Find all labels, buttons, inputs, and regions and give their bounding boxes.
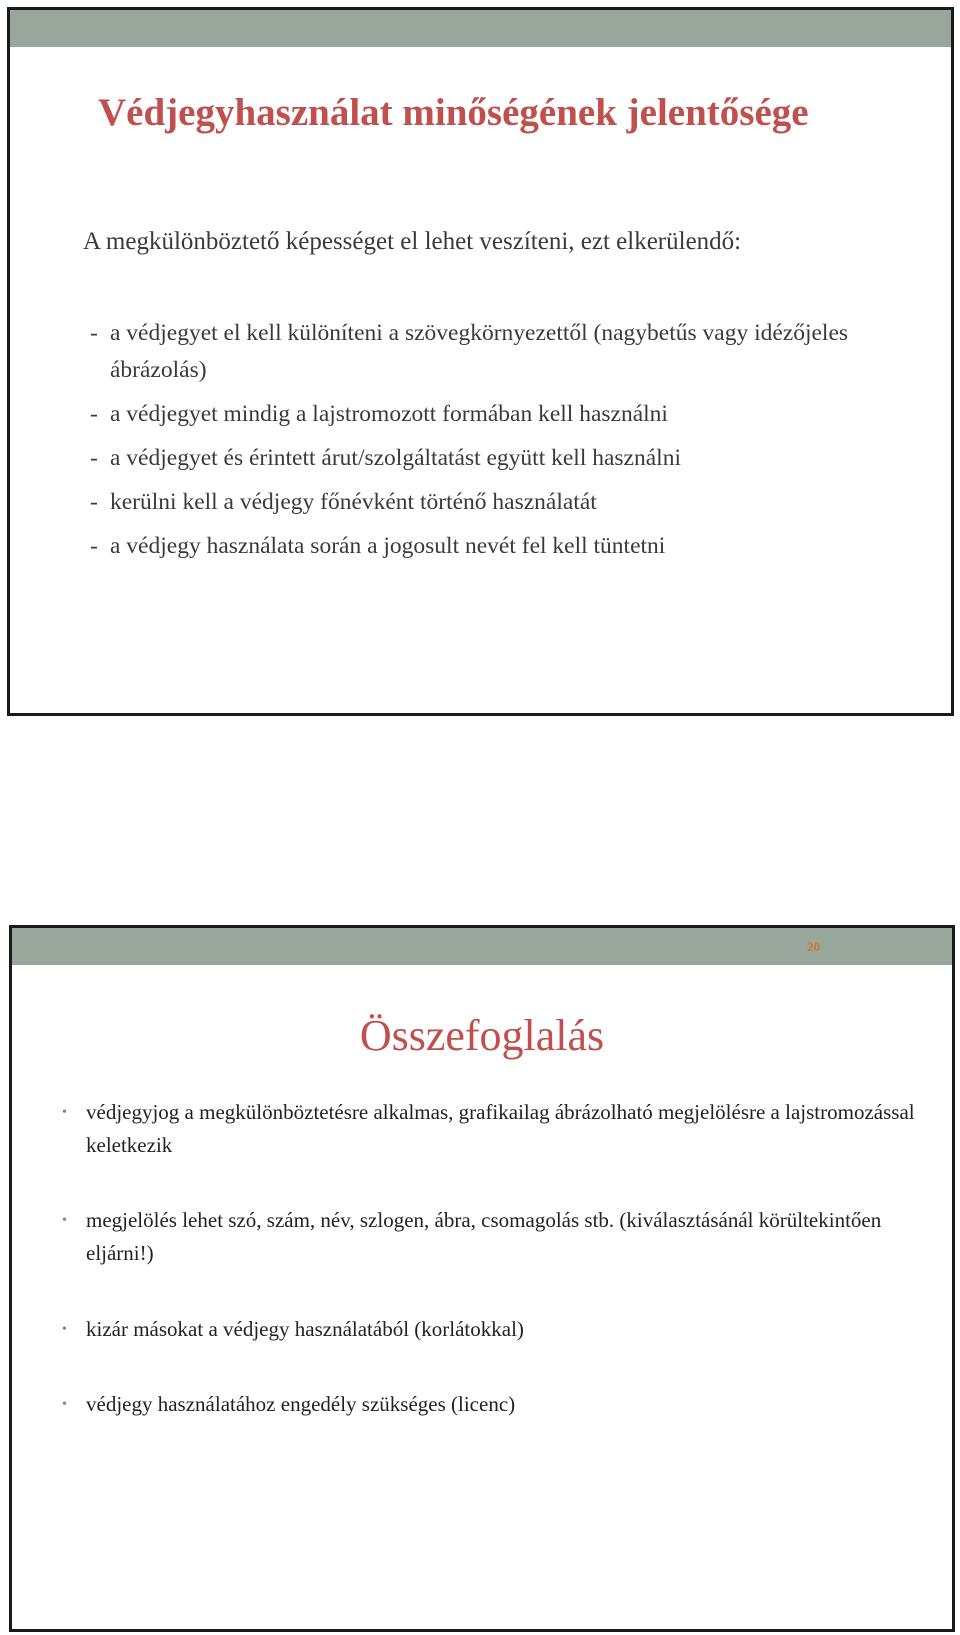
slide-title: Védjegyhasználat minőségének jelentősége: [98, 91, 809, 134]
bullet-icon: •: [62, 1322, 67, 1337]
list-item-text: kizár másokat a védjegy használatából (korlátokkal): [86, 1317, 524, 1341]
slide-intro: A megkülönböztető képességet el lehet veszíteni, ezt elkerülendő:: [83, 228, 742, 255]
list-item: [90, 484, 890, 521]
list-item: [90, 315, 890, 389]
list-item-text: a védjegyet és érintett árut/szolgáltatást együtt kell használni: [110, 445, 681, 471]
slide-header-bar: [10, 10, 951, 47]
list-item: [60, 1204, 920, 1270]
list-item-text: védjegy használatához engedély szükséges (licenc): [86, 1392, 516, 1416]
bullet-icon: •: [62, 1105, 67, 1120]
list-item: [90, 440, 890, 477]
list-item-text: a védjegyet el kell különíteni a szövegkörnyezettől (nagybetűs vagy idézőjeles ábrázolás): [110, 320, 849, 383]
list-item-text: megjelölés lehet szó, szám, név, szlogen, ábra, csomagolás stb. (kiválasztásánál körültekintően eljárni!): [86, 1208, 882, 1265]
dash-list: [90, 315, 890, 572]
list-item: [60, 1313, 920, 1346]
list-item: [60, 1096, 920, 1162]
list-item: [90, 396, 890, 433]
slide-1: [7, 7, 954, 716]
list-item-text: védjegyjog a megkülönböztetésre alkalmas, grafikailag ábrázolható megjelölésre a lajstromozással keletkezik: [86, 1100, 915, 1157]
list-item-text: a védjegy használata során a jogosult nevét fel kell tüntetni: [110, 533, 666, 559]
bullet-icon: •: [62, 1397, 67, 1412]
bullet-list: [60, 1096, 920, 1421]
dash-marker: -: [90, 533, 98, 559]
bullet-icon: •: [62, 1213, 67, 1228]
list-item-text: kerülni kell a védjegy főnévként történő használatát: [110, 489, 597, 515]
dash-marker: -: [90, 320, 98, 346]
slide-2: [9, 925, 955, 1632]
page-number: 20: [807, 939, 820, 954]
list-item: [90, 528, 890, 565]
dash-marker: -: [90, 445, 98, 471]
list-item: [60, 1388, 920, 1421]
dash-marker: -: [90, 401, 98, 427]
dash-marker: -: [90, 489, 98, 515]
list-item-text: a védjegyet mindig a lajstromozott formában kell használni: [110, 401, 668, 427]
slide-title: Összefoglalás: [359, 1011, 605, 1060]
